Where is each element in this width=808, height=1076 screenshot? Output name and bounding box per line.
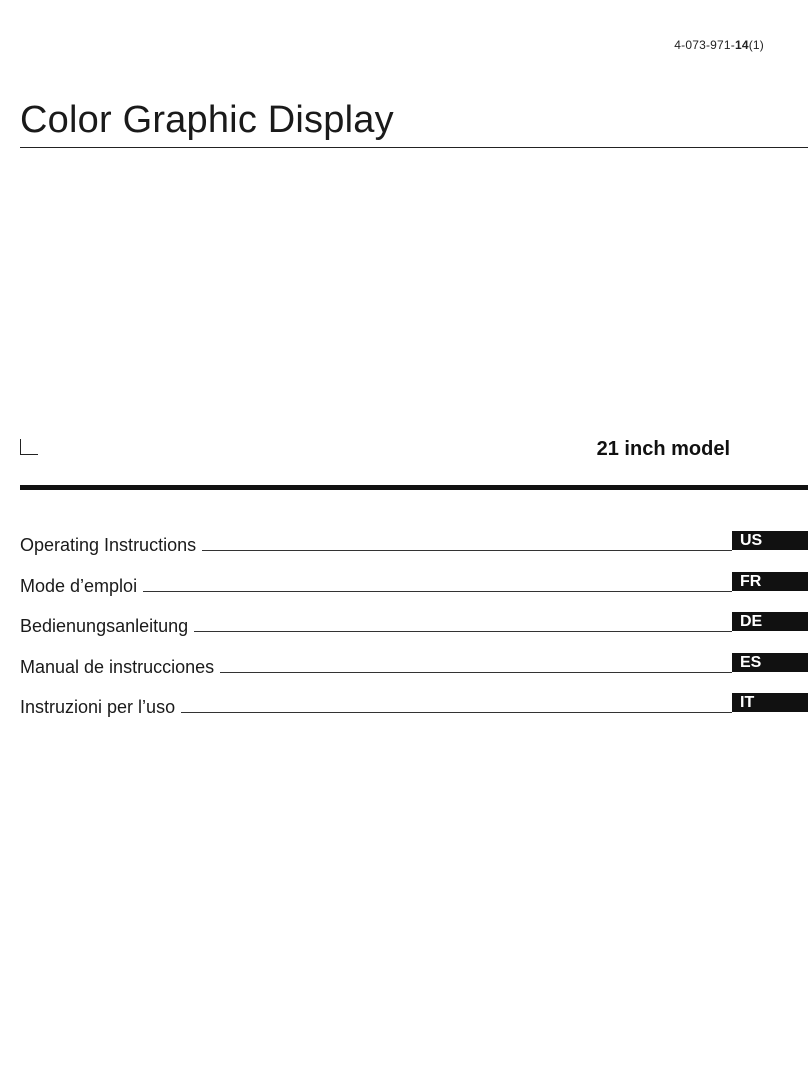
page-title: Color Graphic Display [20,99,394,141]
part-number-revision: 14 [734,38,749,52]
language-tab-fr: FR [732,572,808,591]
leader-line [202,550,732,551]
corner-crop-mark [20,439,38,455]
language-tab-de: DE [732,612,808,631]
manual-row-us [20,530,808,571]
manual-row-it [20,692,808,733]
leader-line [194,631,732,632]
manual-label-de: Bedienungsanleitung [20,611,194,636]
part-number-prefix: 4-073-971- [674,38,735,52]
leader-line [143,591,732,592]
model-label: 21 inch model [596,438,730,460]
part-number [674,38,764,52]
section-divider [20,485,808,490]
language-tab-us: US [732,531,808,550]
language-tab-it: IT [732,693,808,712]
leader-line [220,672,732,673]
manual-row-de [20,611,808,652]
manual-row-fr [20,571,808,612]
language-tab-es: ES [732,653,808,672]
manual-label-us: Operating Instructions [20,530,202,555]
manual-label-it: Instruzioni per l’uso [20,692,181,717]
manual-row-es [20,652,808,693]
leader-line [181,712,732,713]
part-number-suffix: (1) [748,38,764,52]
title-divider [20,147,808,148]
manual-label-fr: Mode d’emploi [20,571,143,596]
manual-label-es: Manual de instrucciones [20,652,220,677]
manual-language-list [20,530,808,733]
